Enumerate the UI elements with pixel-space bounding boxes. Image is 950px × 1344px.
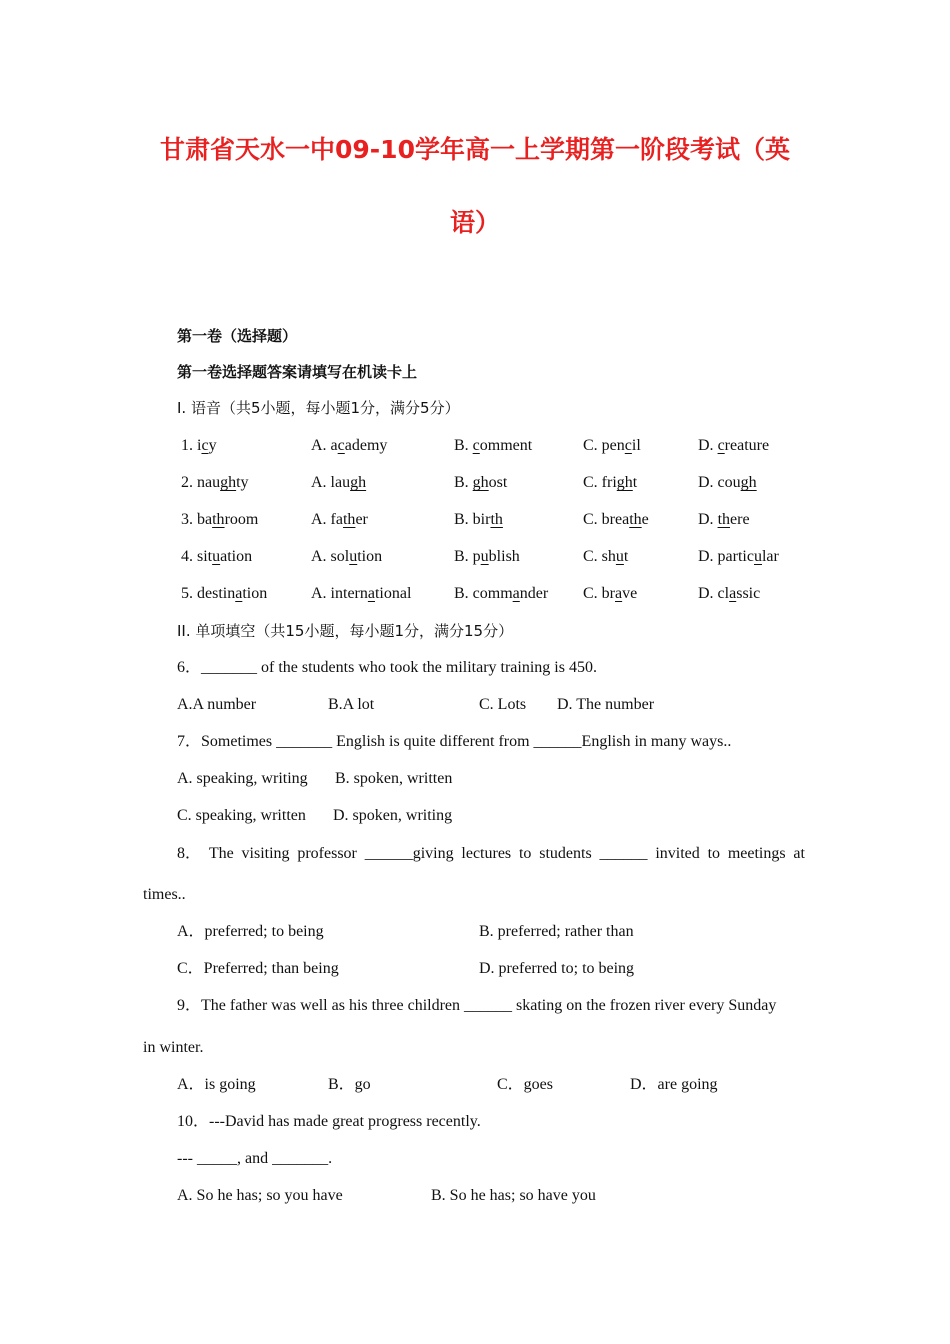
q9-option-b: B．go [328, 1076, 371, 1093]
q7-option-c: C. speaking, written [177, 807, 306, 824]
q10-option-a: A. So he has; so you have [177, 1187, 343, 1204]
q8-option-d: D. preferred to; to being [479, 960, 635, 977]
option-c: C. pencil [583, 437, 641, 454]
option-d: D. particular [698, 548, 779, 565]
option-a: A. international [311, 585, 412, 602]
question-10-reply: --- _____, and _______. [177, 1150, 333, 1167]
option-a: A. solution [311, 548, 383, 565]
question-7-stem: 7．Sometimes _______ English is quite different from ______English in many ways.. [177, 733, 732, 750]
option-a: A. father [311, 511, 368, 528]
q8-word: The [208, 845, 234, 862]
question-6-stem: 6．_______ of the students who took the military training is 450. [177, 659, 597, 676]
section-heading: 第一卷（选择题） [177, 327, 298, 345]
option-b: B. ghost [454, 474, 508, 491]
phonetics-word: 3. bathroom [181, 511, 259, 528]
q8-word: to [707, 845, 721, 862]
phonetics-word: 4. situation [181, 548, 253, 565]
option-b: B. comment [454, 437, 533, 454]
option-b: B. commander [454, 585, 549, 602]
q8-option-c: C．Preferred; than being [177, 960, 339, 977]
q8-word: students [539, 845, 592, 862]
option-a: A. academy [311, 437, 388, 454]
option-a: A. laugh [311, 474, 367, 491]
q9-option-d: D．are going [630, 1076, 718, 1093]
question-9-stem: 9．The father was well as his three children ______ skating on the frozen river every Sunday [177, 997, 777, 1014]
q6-option-b: B.A lot [328, 696, 375, 713]
q6-option-c: C. Lots [479, 696, 527, 713]
q6-option-a: A.A number [177, 696, 257, 713]
section-note: 第一卷选择题答案请填写在机读卡上 [177, 363, 418, 381]
q7-option-a: A. speaking, writing [177, 770, 308, 787]
q8-word: 8． [177, 845, 202, 862]
part1-heading: I. 语音（共5小题，每小题1分，满分5分） [177, 399, 460, 417]
q10-option-b: B. So he has; so have you [431, 1187, 596, 1204]
q8-option-b: B. preferred; rather than [479, 923, 634, 940]
option-d: D. there [698, 511, 750, 528]
q9-option-c: C．goes [497, 1076, 554, 1093]
q8-option-a: A．preferred; to being [177, 923, 324, 940]
document-title-line1: 甘肃省天水一中09-10学年高一上学期第一阶段考试（英 [160, 135, 790, 164]
q6-option-d: D. The number [557, 696, 655, 713]
option-d: D. classic [698, 585, 761, 602]
phonetics-word: 2. naughty [181, 474, 249, 491]
question-9-continuation: in winter. [143, 1039, 204, 1056]
option-b: B. publish [454, 548, 520, 565]
q8-word: ______ [599, 845, 648, 862]
q8-word: ______giving [364, 845, 454, 862]
q8-word: professor [297, 845, 357, 862]
q8-word: invited [655, 845, 700, 862]
q8-word: lectures [461, 845, 512, 862]
option-c: C. breathe [583, 511, 649, 528]
q9-option-a: A．is going [177, 1076, 256, 1093]
q8-word: to [518, 845, 532, 862]
q8-word: meetings [727, 845, 786, 862]
question-8-continuation: times.. [143, 886, 186, 903]
phonetics-word: 1. icy [181, 437, 217, 454]
q7-option-d: D. spoken, writing [333, 807, 453, 824]
option-b: B. birth [454, 511, 503, 528]
q8-word: at [793, 845, 805, 862]
option-c: C. brave [583, 585, 638, 602]
option-d: D. creature [698, 437, 770, 454]
option-c: C. shut [583, 548, 629, 565]
option-c: C. fright [583, 474, 638, 491]
document-title-line2: 语） [449, 208, 500, 237]
part2-heading: II. 单项填空（共15小题，每小题1分，满分15分） [177, 622, 514, 640]
question-10-stem: 10．---David has made great progress recently. [177, 1113, 481, 1130]
q7-option-b: B. spoken, written [335, 770, 453, 787]
q8-word: visiting [241, 845, 290, 862]
phonetics-word: 5. destination [181, 585, 268, 602]
question-8-stem [177, 844, 805, 864]
option-d: D. cough [698, 474, 757, 491]
